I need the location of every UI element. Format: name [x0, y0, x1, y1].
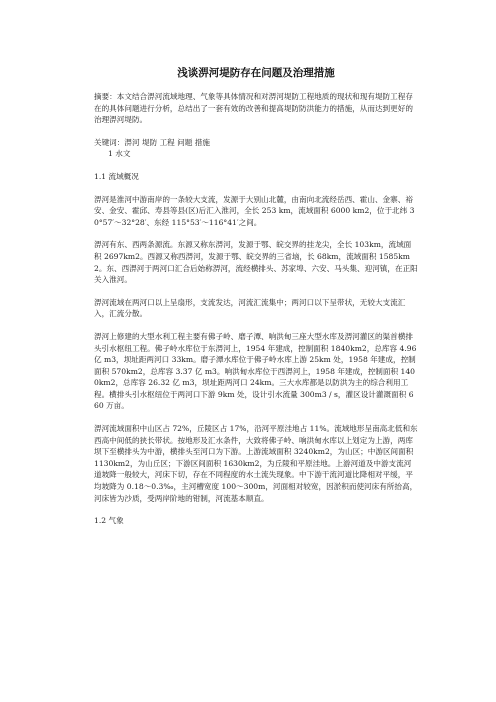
spacer	[94, 228, 418, 239]
spacer	[94, 286, 418, 297]
body-paragraph-5: 淠河流域面积中山区占 72%，丘陵区占 17%，沿河平原洼地占 11%。流域地形呈南高北低和东西高中间低的狭长带状。按地形及汇水条件，大致将佛子岭、响洪甸水库以上划定为上游，两库坝下至横排头为中游，横排头至河口为下游。上游流域面积 3240km2，为山区；中游区间面积 1130km2，为山丘区；下游区间面积 1630km2，为丘陵和平原洼地。上游河道及中游支流河道坡降一般较大，河床下切，存在不同程度的水土流失现象。中下游干流河道比降相对平缓，平均坡降为 0.18～0.3‰，主河槽宽度 100～300m，河面相对较宽，因淤积而使河床有所抬高，河床皆为沙质，受两岸阶地的钳制，河流基本顺直。	[94, 424, 418, 503]
body-paragraph-2: 淠河有东、西两条源流。东源又称东淠河，发源于鄂、皖交界的挂龙尖，全长 103km，流域面积 2697km2。西源又称西淠河，发源于鄂、皖交界的三省垴，长 68km，流域面积 1585km2。东、西淠河于两河口汇合后始称淠河，流经横排头、苏家埠、六安、马头集、迎河镇，在正阳关入淮河。	[94, 240, 418, 285]
body-paragraph-1: 淠河是淮河中游南岸的一条较大支流，发源于大别山北麓，由南向北流经岳西、霍山、金寨、裕安、金安、霍邱、寿县等县(区)后汇入淮河，全长 253 km，流域面积 6000 km2，位于北纬 30°57′～32°28′、东经 115°53′～116°41′之间。	[94, 194, 415, 227]
spacer	[94, 504, 418, 515]
spacer	[94, 126, 418, 137]
spacer	[94, 320, 418, 331]
keywords-line: 关键词：淠河 堤防 工程 问题 措施	[94, 137, 210, 147]
section-heading-1: 1 水文	[108, 149, 131, 159]
abstract-paragraph: 摘要：本文结合淠河流域地理、气象等具体情况和对淠河堤防工程地质的现状和现有堤防工程存在的具体问题进行分析，总结出了一套有效的改善和提高堤防防洪能力的措施，从而达到更好的治理淠河堤防。	[94, 92, 413, 125]
document-title: 浅谈淠河堤防存在问题及治理措施	[177, 67, 335, 79]
spacer	[94, 183, 418, 194]
spacer	[94, 412, 418, 423]
spacer	[94, 160, 418, 171]
section-heading-1-2: 1.2 气象	[94, 516, 124, 526]
body-paragraph-3: 淠河流域在两河口以上呈扇形，支流发达，河流汇流集中；两河口以下呈带状，无较大支流汇入，汇流分散。	[94, 297, 406, 319]
body-paragraph-4: 淠河上修建的大型水利工程主要有佛子岭、磨子潭、响洪甸三座大型水库及淠河灌区的渠首横排头引水枢纽工程。佛子岭水库位于东淠河上，1954 年建成，控制面积 1840km2，总库容 4.96 亿 m3，坝址距两河口 33km。磨子潭水库位于佛子岭水库上游 25km 处，1958 年建成，控制面积 570km2，总库容 3.37 亿 m3。响洪甸水库位于西淠河上，1958 年建成，控制面积 1400km2，总库容 26.32 亿 m3，坝址距两河口 24km。三大水库都是以防洪为主的综合利用工程。横排头引水枢纽位于两河口下游 9km 处，设计引水流量 300m3 / s，灌区设计灌溉面积 660 万亩。	[94, 331, 417, 411]
section-heading-1-1: 1.1 流域概况	[94, 171, 139, 181]
